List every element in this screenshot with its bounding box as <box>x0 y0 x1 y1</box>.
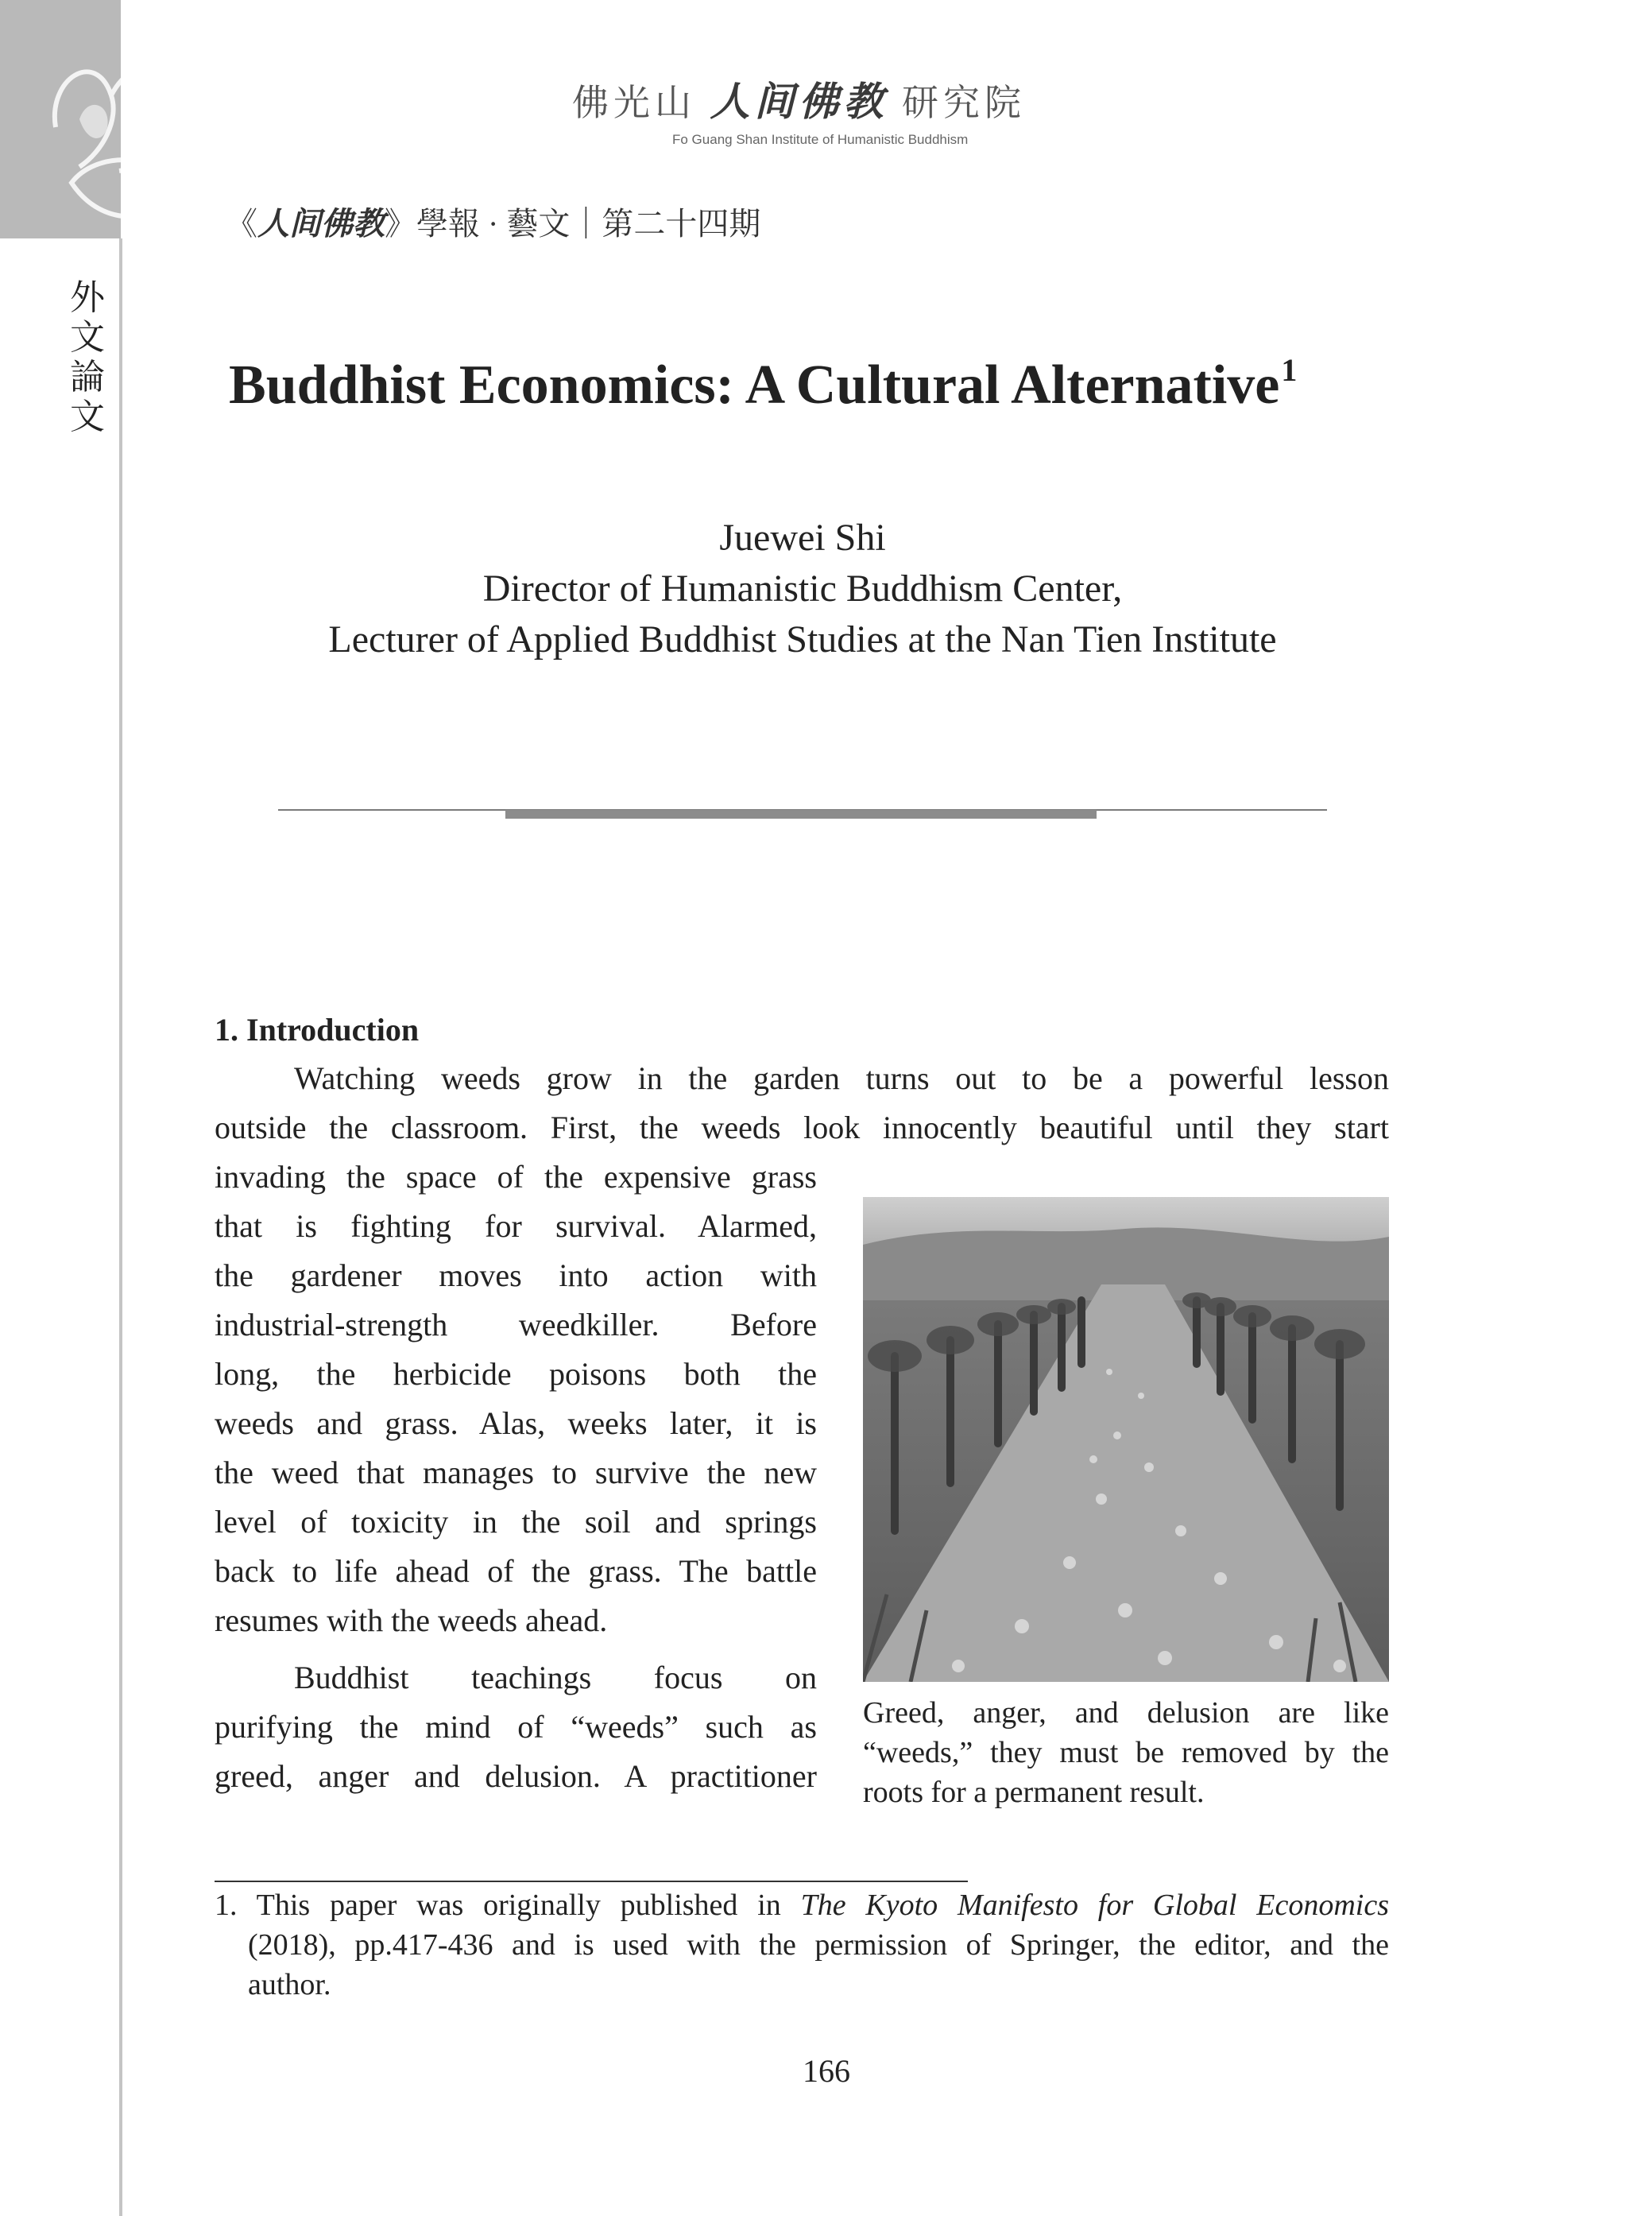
page-number: 166 <box>803 2053 850 2089</box>
body-line: the weed that manages to survive the new <box>215 1455 817 1490</box>
footnote <box>215 1885 1389 2005</box>
logo-suffix: 研究院 <box>902 83 1026 123</box>
footnote-text: This paper was originally published in <box>256 1889 781 1922</box>
body-line: industrial-strength weedkiller. Before <box>215 1307 817 1342</box>
footnote-number: 1. <box>215 1889 238 1922</box>
footnote-line <box>215 1885 1389 1925</box>
footnote-line: (2018), pp.417-436 and is used with the permission of Springer, the editor, and the <box>248 1928 1389 1962</box>
side-label-char: 外 <box>70 278 105 317</box>
side-section-label <box>64 278 111 437</box>
title-footnote-mark: 1 <box>1281 352 1298 388</box>
side-label-char: 文 <box>70 318 105 357</box>
side-label-char: 文 <box>70 397 105 436</box>
section-heading: 1. Introduction <box>215 1012 420 1048</box>
author-role: Director of Humanistic Buddhism Center, <box>482 568 1123 610</box>
author-block <box>191 513 1414 665</box>
body-line: purifying the mind of “weeds” such as <box>215 1709 817 1745</box>
body-line: greed, anger and delusion. A practitioner <box>215 1758 817 1794</box>
body-line: Buddhist teachings focus on <box>294 1660 817 1695</box>
logo-brush-text: 人间佛教 <box>710 79 888 124</box>
figure-caption <box>863 1693 1389 1812</box>
logo-prefix: 佛光山 <box>572 83 696 123</box>
footnote-book-title: The Kyoto Manifesto for Global Economics <box>800 1889 1390 1922</box>
author-affiliation: Lecturer of Applied Buddhist Studies at the Nan Tien Institute <box>328 618 1277 661</box>
footnote-line: author. <box>248 1968 331 2001</box>
journal-brush-text: 人间佛教 <box>257 206 385 242</box>
title-divider-thick <box>505 810 1097 819</box>
paper-title-text: Buddhist Economics: A Cultural Alternative <box>229 354 1280 416</box>
body-line: long, the herbicide poisons both the <box>215 1356 817 1392</box>
paper-title <box>229 351 1421 417</box>
side-label-char: 論 <box>70 358 105 397</box>
logo-english-name: Fo Guang Shan Institute of Humanistic Buddhism <box>672 132 969 147</box>
body-line: that is fighting for survival. Alarmed, <box>215 1208 817 1244</box>
margin-divider <box>119 238 122 2216</box>
body-line: the gardener moves into action with <box>215 1257 817 1293</box>
body-line: level of toxicity in the soil and springs <box>215 1504 817 1540</box>
vineyard-photo <box>863 1197 1389 1682</box>
author-name: Juewei Shi <box>719 517 886 559</box>
footnote-rule <box>215 1881 968 1882</box>
body-line: Watching weeds grow in the garden turns out to be a powerful lesson <box>294 1060 1389 1096</box>
journal-running-header <box>226 199 760 244</box>
journal-bracket-open: 《 <box>226 206 257 242</box>
caption-line: Greed, anger, and delusion are like <box>863 1696 1389 1730</box>
caption-line: “weeds,” they must be removed by the <box>863 1736 1389 1769</box>
body-line: outside the classroom. First, the weeds look innocently beautiful until they start <box>215 1110 1389 1145</box>
institute-logo <box>572 70 1081 127</box>
caption-line: roots for a permanent result. <box>863 1776 1205 1809</box>
body-line: back to life ahead of the grass. The battle <box>215 1553 817 1589</box>
journal-issue-text: 》學報 · 藝文｜第二十四期 <box>385 206 761 242</box>
lotus-flower-icon <box>24 32 246 254</box>
body-line: invading the space of the expensive grass <box>215 1159 817 1195</box>
body-line: resumes with the weeds ahead. <box>215 1602 608 1638</box>
body-line: weeds and grass. Alas, weeks later, it is <box>215 1405 817 1441</box>
